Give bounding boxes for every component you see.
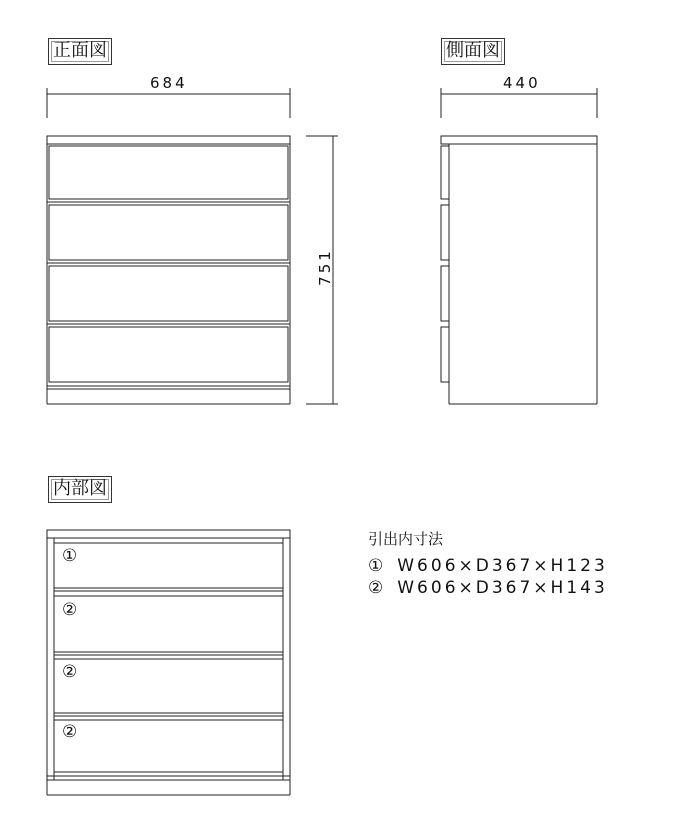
- front-drawer-3: [49, 266, 288, 321]
- spec-line: [368, 578, 608, 598]
- side-drawer-2: [441, 205, 449, 260]
- spec-value: W606×D367×H143: [397, 578, 608, 598]
- drawer-marker: ②: [62, 600, 78, 620]
- interior-drawer-3: [54, 659, 283, 713]
- front-drawer-1: [49, 146, 288, 199]
- side-view: [441, 88, 597, 404]
- spec-value: W606×D367×H123: [397, 556, 608, 576]
- drawer-marker: ①: [62, 546, 78, 566]
- front-view: [47, 88, 290, 404]
- depth-dimension: 440: [503, 74, 541, 92]
- interior-drawer-2: [54, 596, 283, 652]
- interior-top-board: [47, 530, 290, 538]
- interior-view: [47, 530, 290, 795]
- front-drawer-4: [49, 327, 288, 382]
- front-top-board: [47, 136, 290, 144]
- height-dimension: 751: [315, 248, 334, 286]
- front-view-label: 正面図: [48, 38, 112, 65]
- interior-view-label: 内部図: [48, 476, 112, 503]
- width-dimension: 684: [150, 74, 188, 92]
- front-drawer-2: [49, 205, 288, 260]
- drawer-marker: ②: [62, 662, 78, 682]
- drawer-marker: ②: [62, 722, 78, 742]
- spec-title: 引出内寸法: [368, 530, 444, 548]
- interior-drawer-1: [54, 543, 283, 588]
- spec-marker: ①: [368, 556, 384, 576]
- side-drawer-4: [441, 327, 449, 382]
- spec-line: [368, 556, 608, 576]
- side-drawer-1: [441, 146, 449, 199]
- side-drawer-3: [441, 266, 449, 321]
- spec-marker: ②: [368, 578, 384, 598]
- height-dimension-line: [306, 136, 338, 404]
- side-view-label: 側面図: [441, 38, 505, 65]
- interior-drawer-4: [54, 720, 283, 772]
- side-top-board: [441, 136, 597, 144]
